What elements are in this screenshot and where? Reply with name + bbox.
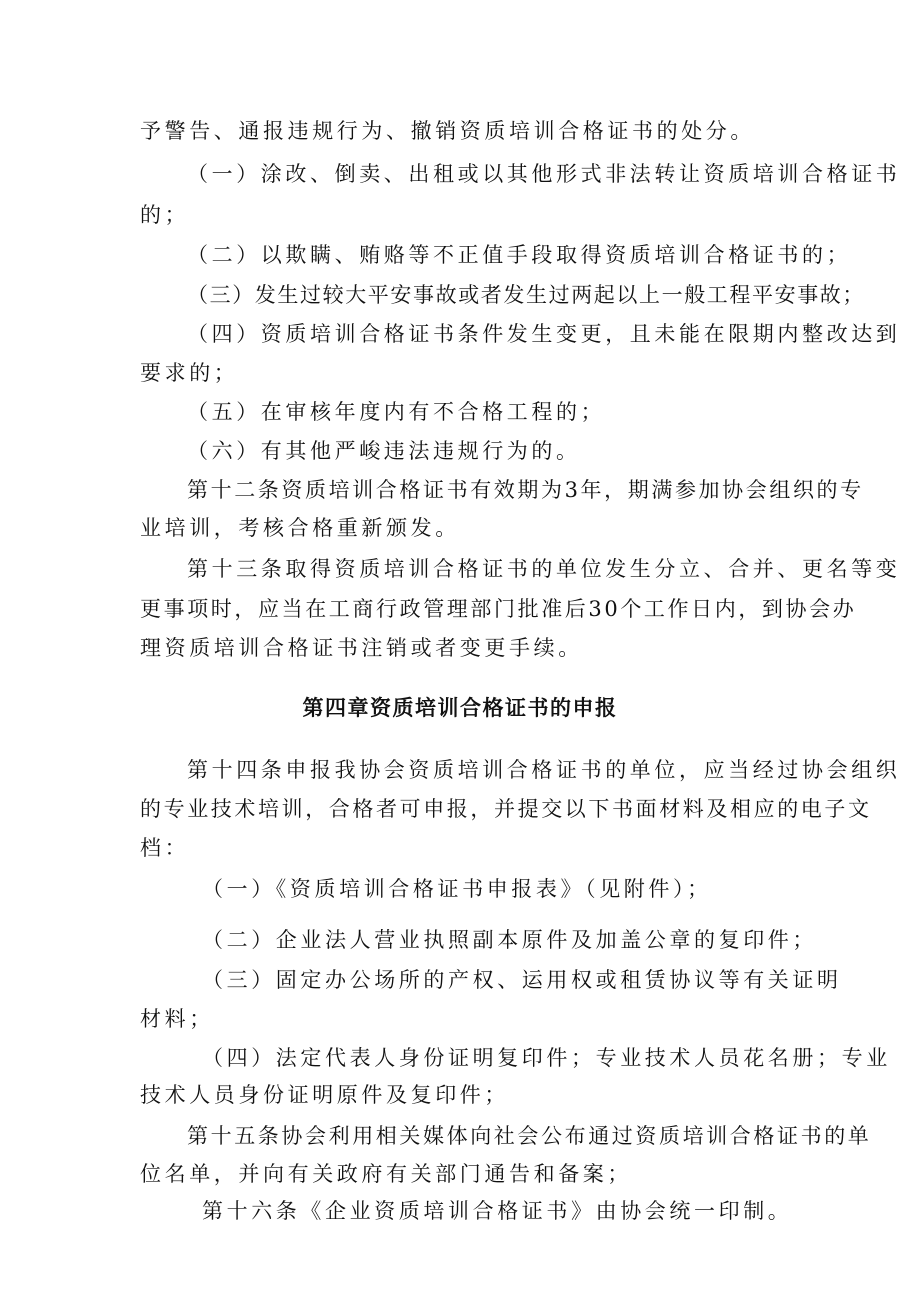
text-line-21: 材料； bbox=[140, 1007, 214, 1031]
text-line-5: （三）发生过较大平安事故或者发生过两起以上一般工程平安事故； bbox=[187, 283, 865, 307]
text-line-15: 第十四条申报我协会资质培训合格证书的单位，应当经过协会组织 bbox=[187, 758, 901, 782]
text-line-6: （四）资质培训合格证书条件发生变更，且未能在限期内整改达到 bbox=[187, 322, 901, 346]
text-line-23: 技术人员身份证明原件及复印件； bbox=[140, 1083, 509, 1107]
text-line-4: （二）以欺瞒、贿赂等不正值手段取得资质培训合格证书的； bbox=[187, 243, 852, 267]
text-line-22: （四）法定代表人身份证明复印件；专业技术人员花名册；专业 bbox=[202, 1046, 891, 1070]
text-line-13: 更事项时，应当在工商行政管理部门批准后30个工作日内，到协会办 bbox=[140, 597, 857, 621]
text-line-2: （一）涂改、倒卖、出租或以其他形式非法转让资质培训合格证书 bbox=[187, 162, 901, 186]
text-line-17: 档： bbox=[140, 836, 190, 860]
text-line-3: 的； bbox=[140, 203, 190, 227]
text-line-14: 理资质培训合格证书注销或者变更手续。 bbox=[140, 636, 583, 660]
text-line-7: 要求的； bbox=[140, 361, 239, 385]
text-line-16: 的专业技术培训，合格者可申报，并提交以下书面材料及相应的电子文 bbox=[140, 797, 872, 821]
chapter-heading: 第四章资质培训合格证书的申报 bbox=[302, 696, 618, 720]
text-line-11: 业培训，考核合格重新颁发。 bbox=[140, 516, 460, 540]
text-line-18: （一）《资质培训合格证书申报表》（见附件）； bbox=[202, 877, 712, 901]
text-line-26: 第十六条《企业资质培训合格证书》由协会统一印制。 bbox=[202, 1199, 793, 1223]
text-line-8: （五）在审核年度内有不合格工程的； bbox=[187, 400, 606, 424]
text-line-24: 第十五条协会利用相关媒体向社会公布通过资质培训合格证书的单 bbox=[187, 1124, 872, 1148]
text-line-19: （二）企业法人营业执照副本原件及加盖公章的复印件； bbox=[202, 928, 817, 952]
text-line-12: 第十三条取得资质培训合格证书的单位发生分立、合并、更名等变 bbox=[187, 557, 901, 581]
text-line-25: 位名单，并向有关政府有关部门通告和备案； bbox=[140, 1162, 632, 1186]
text-line-9: （六）有其他严峻违法违规行为的。 bbox=[187, 439, 581, 463]
text-line-10: 第十二条资质培训合格证书有效期为3年，期满参加协会组织的专 bbox=[187, 478, 864, 502]
text-line-20: （三）固定办公场所的产权、运用权或租赁协议等有关证明 bbox=[202, 968, 842, 992]
text-line-1: 予警告、通报违规行为、撤销资质培训合格证书的处分。 bbox=[140, 119, 755, 143]
